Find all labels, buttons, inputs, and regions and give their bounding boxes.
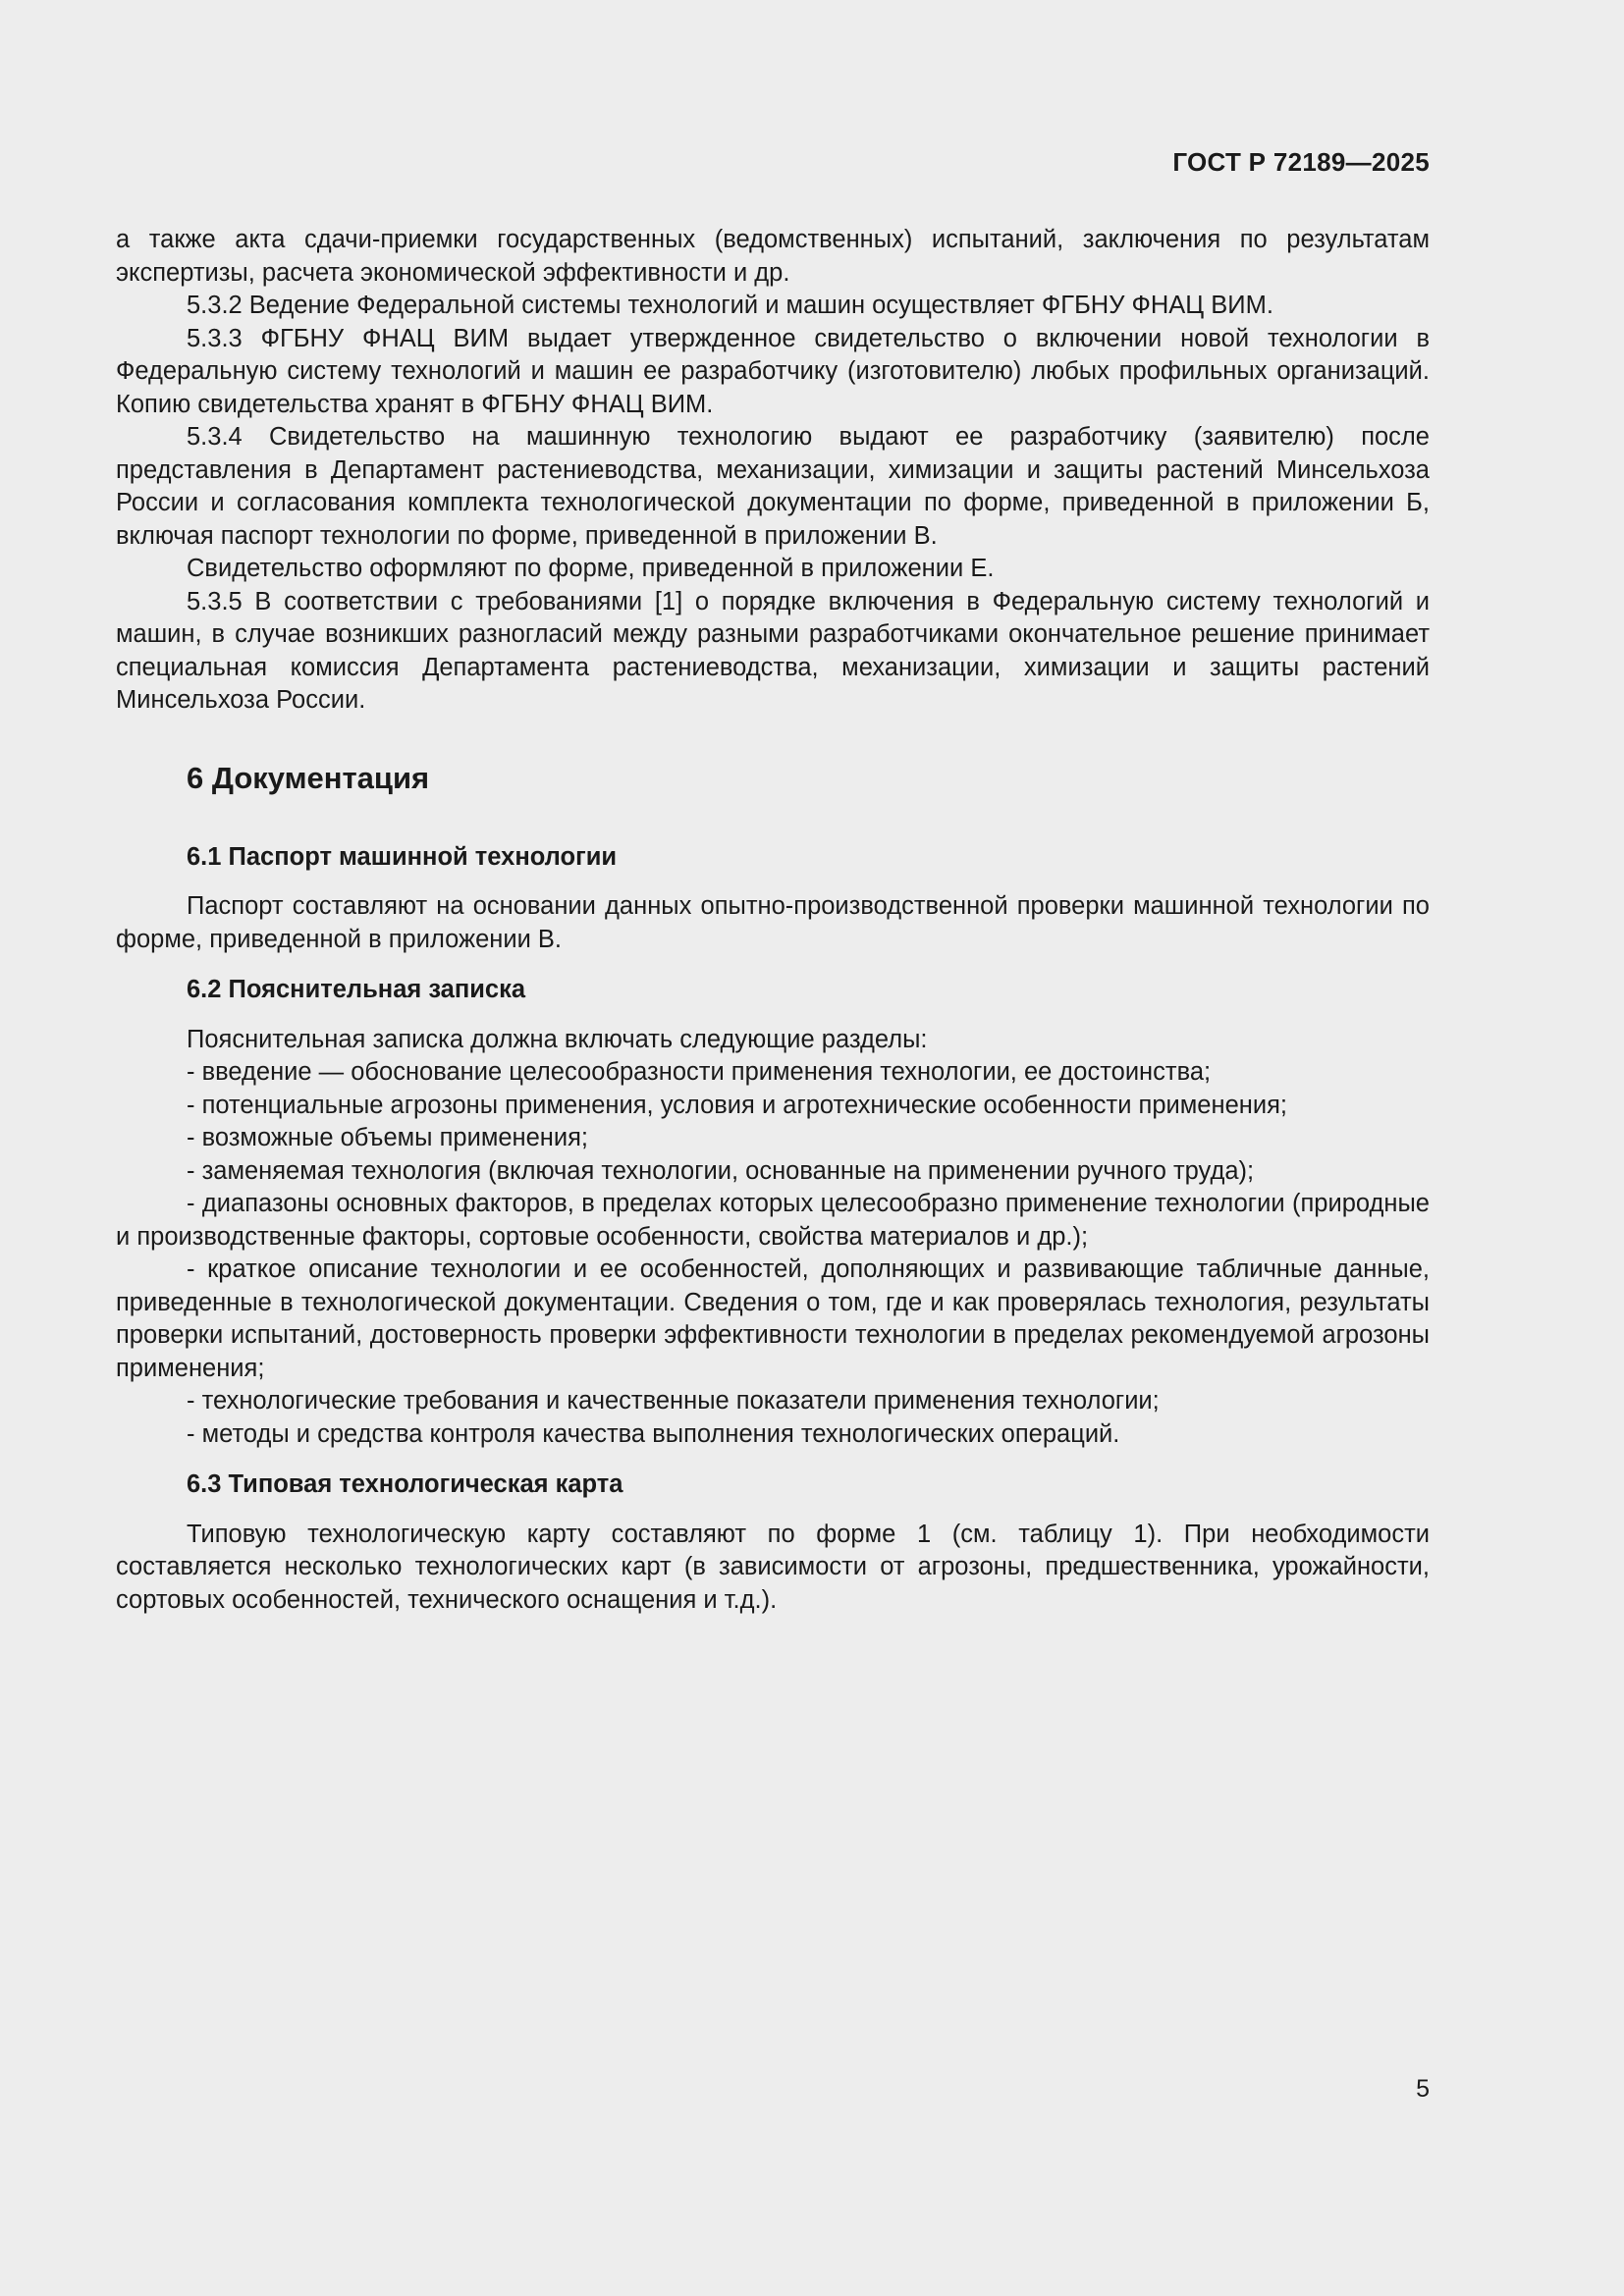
subsection-6-3-heading: 6.3 Типовая технологическая карта: [187, 1470, 623, 1498]
list-item: - краткое описание технологии и ее особенностей, дополняющих и развивающие табличные данные, приведенные в технологической документации. Сведения о том, где и как проверялась технология, результаты проверки испытаний, достоверность проверки эффективности технологии в пределах рекомендуемой агрозоны применения;: [116, 1255, 1430, 1382]
list-item: - технологические требования и качественные показатели применения технологии;: [187, 1387, 1160, 1415]
list-item: - заменяемая технология (включая технологии, основанные на применении ручного труда);: [187, 1156, 1255, 1185]
paragraph-5-3-3: 5.3.3 ФГБНУ ФНАЦ ВИМ выдает утвержденное свидетельство о включении новой технологии в Федеральную систему технологий и машин ее разработчику (изготовителю) любых профильных организаций. Копию свидетельства хранят в ФГБНУ ФНАЦ ВИМ.: [116, 324, 1430, 418]
list-item: - потенциальные агрозоны применения, условия и агротехнические особенности применения;: [187, 1091, 1287, 1119]
paragraph-6-2-intro: Пояснительная записка должна включать следующие разделы:: [187, 1025, 928, 1053]
paragraph-6-3: Типовую технологическую карту составляют по форме 1 (см. таблицу 1). При необходимости составляется несколько технологических карт (в зависимости от агрозоны, предшественника, урожайности, сортовых особенностей, технического оснащения и т.д.).: [116, 1520, 1430, 1614]
section-6-heading: 6 Документация: [187, 760, 430, 795]
subsection-6-1-heading: 6.1 Паспорт машинной технологии: [187, 842, 618, 871]
document-code-header: ГОСТ Р 72189—2025: [1172, 147, 1430, 177]
document-body: [116, 224, 1430, 1617]
list-item: - введение — обоснование целесообразности применения технологии, ее достоинства;: [187, 1058, 1212, 1086]
list-item: - диапазоны основных факторов, в пределах которых целесообразно применение технологии (природные и производственные факторы, сортовые особенности, свойства материалов и др.);: [116, 1190, 1430, 1251]
page-number: 5: [1416, 2075, 1430, 2103]
paragraph-6-1: Паспорт составляют на основании данных опытно-производственной проверки машинной технологии по форме, приведенной в приложении В.: [116, 892, 1430, 953]
paragraph-continuation: а также акта сдачи-приемки государственных (ведомственных) испытаний, заключения по результатам экспертизы, расчета экономической эффективности и др.: [116, 226, 1430, 287]
list-item: - возможные объемы применения;: [187, 1124, 589, 1151]
subsection-6-2-heading: 6.2 Пояснительная записка: [187, 976, 526, 1003]
paragraph-5-3-4-form: Свидетельство оформляют по форме, приведенной в приложении Е.: [187, 555, 995, 582]
paragraph-5-3-5: 5.3.5 В соответствии с требованиями [1] о порядке включения в Федеральную систему технологий и машин, в случае возникших разногласий между разными разработчиками окончательное решение принимает специальная комиссия Департамента растениеводства, механизации, химизации и защиты растений Минсельхоза России.: [116, 587, 1430, 714]
paragraph-5-3-2: 5.3.2 Ведение Федеральной системы технологий и машин осуществляет ФГБНУ ФНАЦ ВИМ.: [187, 292, 1273, 319]
list-item: - методы и средства контроля качества выполнения технологических операций.: [187, 1419, 1120, 1448]
paragraph-5-3-4: 5.3.4 Свидетельство на машинную технологию выдают ее разработчику (заявителю) после представления в Департамент растениеводства, механизации, химизации и защиты растений Минсельхоза России и согласования комплекта технологической документации по форме, приведенной в приложении Б, включая паспорт технологии по форме, приведенной в приложении В.: [116, 423, 1430, 550]
document-page: [116, 0, 1430, 2296]
